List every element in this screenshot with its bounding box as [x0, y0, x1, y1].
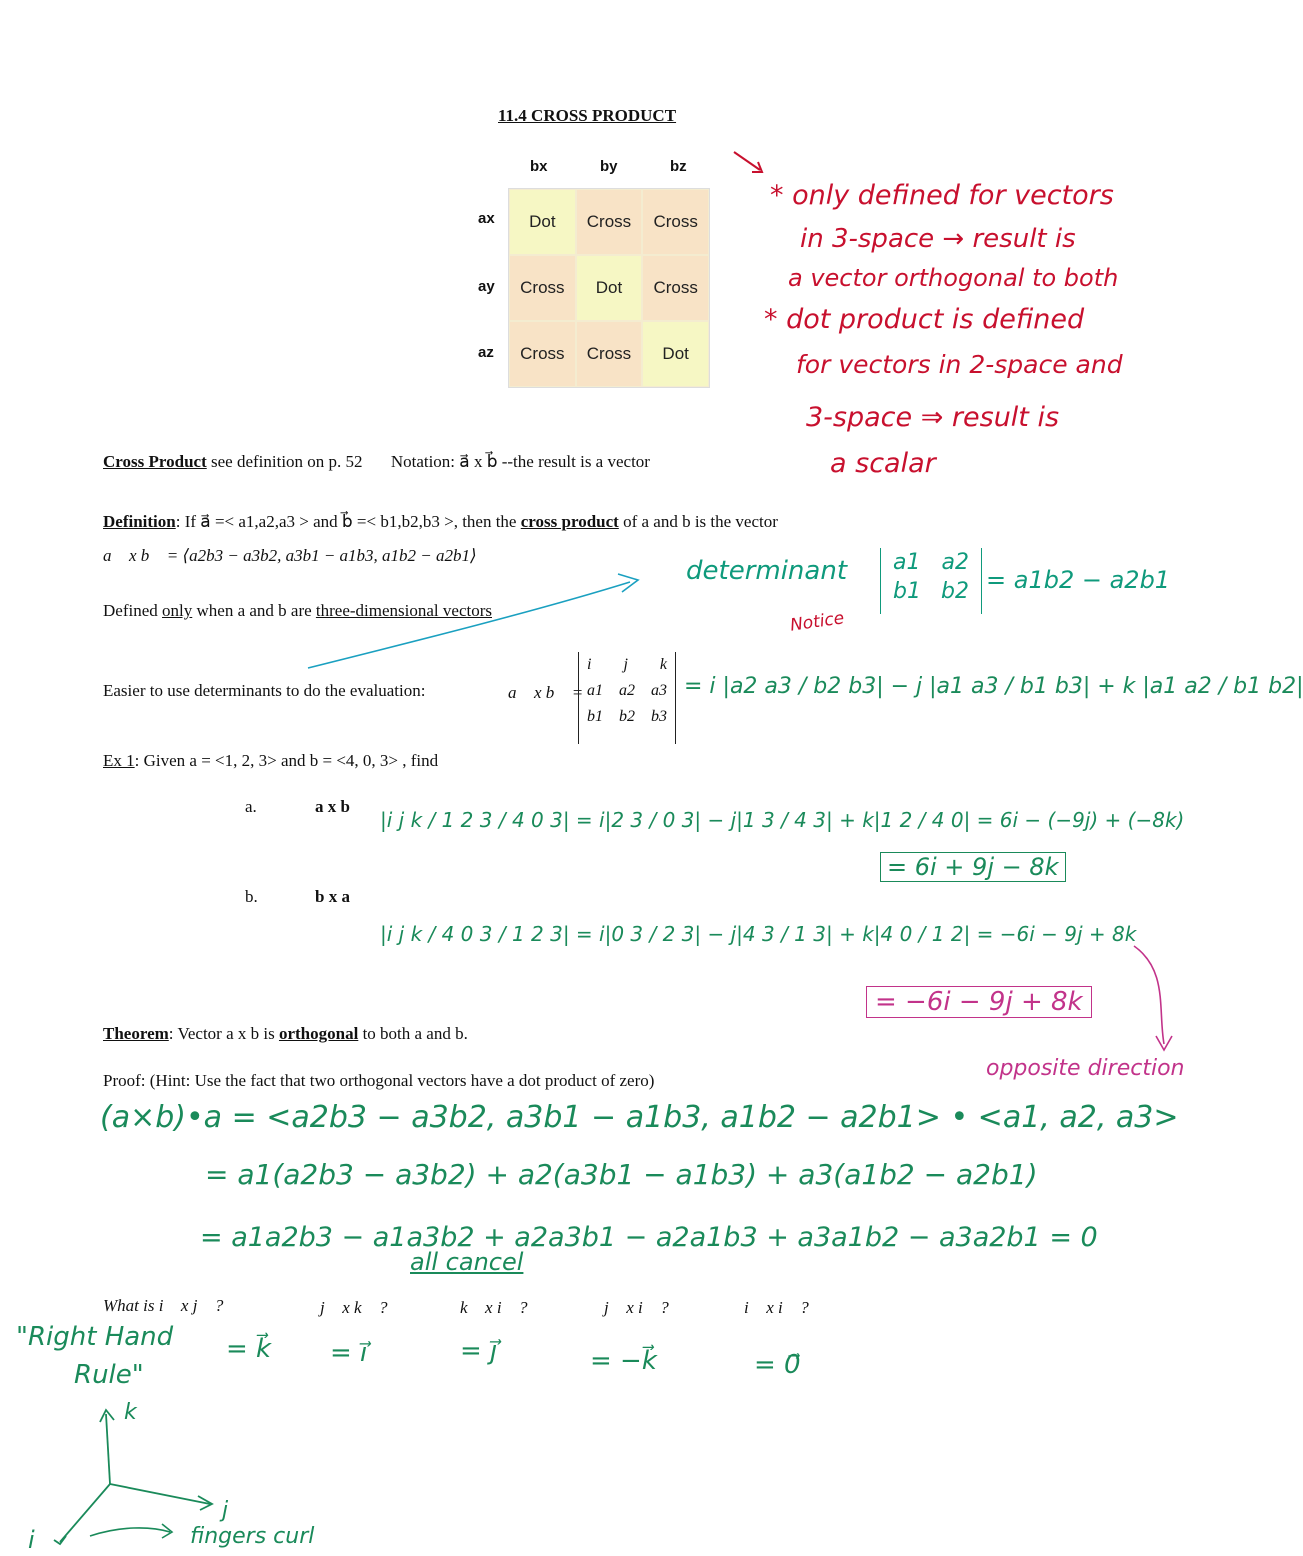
row-header-az: az [478, 344, 494, 361]
i-axis-label: i [28, 1526, 35, 1554]
det3-b1: b1 [587, 708, 603, 725]
answer-i-x-i: = 0⃗ [754, 1350, 801, 1380]
col-header-by: by [600, 158, 618, 175]
definition-term: cross product [520, 512, 619, 531]
row-header-ay: ay [478, 278, 495, 295]
question-k-x-i: k⃗ x i⃗ ? [460, 1298, 528, 1317]
part-a-result: = 6i + 9j − 8k [880, 852, 1066, 882]
part-a-expr: a x b [315, 797, 350, 816]
det3-j: j [623, 656, 628, 673]
answer-j-x-k: = i⃗ [330, 1338, 368, 1368]
question-i-x-i: i⃗ x i⃗ ? [744, 1298, 809, 1317]
j-axis-line [110, 1484, 210, 1504]
pink-arrow-icon [1128, 940, 1178, 1060]
right-hand-line1: "Right Hand [16, 1322, 174, 1352]
red-arrow-icon [730, 148, 770, 178]
grid-cell: Cross [576, 189, 643, 255]
det3-a2: a2 [619, 682, 635, 699]
j-axis-label: j [222, 1498, 229, 1523]
det-m21: b1 [893, 579, 921, 604]
fingers-curl-label: fingers curl [190, 1524, 315, 1549]
col-header-bz: bz [670, 158, 687, 175]
det3-expansion: = i |a2 a3 / b2 b3| − j |a1 a3 / b1 b3| + k |a1 a2 / b1 b2| [684, 674, 1303, 699]
part-a-work: |i j k / 1 2 3 / 4 0 3| = i|2 3 / 0 3| − j|1 3 / 4 3| + k|1 2 / 4 0| = 6i − (−9j) + (−8k) [380, 808, 1185, 832]
definition-line [103, 512, 778, 532]
determinant-3x3 [578, 652, 676, 744]
theorem-line [103, 1024, 468, 1044]
question-i-x-j: What is i⃗ x j⃗ ? [103, 1296, 224, 1315]
answer-i-x-j: = k⃗ [226, 1334, 272, 1364]
proof-text: Proof: (Hint: Use the fact that two orthogonal vectors have a dot product of zero) [103, 1071, 655, 1090]
part-b-letter: b. [245, 887, 258, 906]
proof-line4: all cancel [410, 1248, 524, 1276]
red-note-line1: * only defined for vectors [770, 180, 1114, 211]
det3-b2: b2 [619, 708, 635, 725]
curl-arrow-icon [90, 1524, 172, 1538]
part-a-letter: a. [245, 797, 257, 816]
ex1-label: Ex 1 [103, 751, 135, 770]
determinant-formula: = a1b2 − a2b1 [986, 566, 1171, 594]
definition-tail: of a and b is the vector [623, 512, 778, 531]
grid-cell: Dot [642, 321, 709, 387]
theorem-term: orthogonal [278, 1024, 359, 1043]
det3-k: k [659, 656, 667, 673]
red-note-line4: * dot product is defined [764, 304, 1085, 335]
definition-formula: a⃗ x b⃗ = ⟨a2b3 − a3b2, a3b1 − a1b3, a1b2 − a2b1⟩ [103, 546, 477, 565]
defined-only-tail: three-dimensional vectors [315, 601, 492, 620]
grid-cell: Cross [576, 321, 643, 387]
defined-only-only: only [162, 601, 193, 620]
answer-j-x-i: = −k⃗ [590, 1346, 657, 1376]
part-b-expr: b x a [315, 887, 350, 906]
theorem-label: Theorem [103, 1024, 169, 1043]
col-header-bx: bx [530, 158, 548, 175]
det-m12: a2 [941, 550, 969, 575]
i-axis-arrow-icon [54, 1536, 66, 1544]
easier-text: Easier to use determinants to do the evaluation: [103, 681, 426, 700]
red-note-line6: 3-space ⇒ result is [806, 402, 1060, 433]
grid-cell: Dot [509, 189, 576, 255]
det-m22: b2 [941, 579, 969, 604]
det3-i: i [587, 656, 592, 673]
theorem-text: : Vector a x b is [168, 1024, 275, 1043]
defined-only-pre: Defined [103, 601, 158, 620]
k-axis-label: k [124, 1400, 137, 1425]
notice-label: Notice [788, 608, 846, 636]
defined-only-mid: when a and b are [196, 601, 312, 620]
defined-only-line [103, 601, 492, 621]
right-hand-line2: Rule" [74, 1360, 144, 1390]
definition-label: Definition [103, 512, 176, 531]
theorem-tail: to both a and b. [362, 1024, 468, 1043]
grid-cell: Cross [642, 255, 709, 321]
cross-product-label: Cross Product [103, 452, 207, 471]
determinant-2x2 [880, 548, 982, 614]
red-note-line2: in 3-space → result is [800, 224, 1076, 254]
cross-product-notation: Notation: a⃗ x b⃗ --the result is a vector [390, 452, 650, 471]
det3-b3: b3 [651, 708, 667, 725]
ex1-text: : Given a = <1, 2, 3> and b = <4, 0, 3> , find [134, 751, 439, 770]
question-j-x-k: j⃗ x k⃗ ? [320, 1298, 388, 1317]
proof-line3: = a1a2b3 − a1a3b2 + a2a3b1 − a2a1b3 + a3a1b2 − a3a2b1 = 0 [200, 1222, 1098, 1253]
red-note-line5: for vectors in 2-space and [796, 350, 1123, 379]
proof-line1: (a×b)•a = <a2b3 − a3b2, a3b1 − a1b3, a1b2 − a2b1> • <a1, a2, a3> [100, 1100, 1179, 1135]
i-axis-line [60, 1484, 110, 1542]
grid-cell: Cross [509, 321, 576, 387]
grid-cell: Cross [642, 189, 709, 255]
ex1-line [103, 751, 438, 771]
grid-cell: Cross [509, 255, 576, 321]
det3-a1: a1 [587, 682, 603, 699]
part-b-result: = −6i − 9j + 8k [866, 986, 1092, 1018]
answer-k-x-i: = j⃗ [460, 1336, 498, 1366]
grid-cell: Dot [576, 255, 643, 321]
det3-a3: a3 [651, 682, 667, 699]
det3-lhs: a⃗ x b⃗ = [508, 683, 584, 702]
red-note-line7: a scalar [830, 448, 936, 479]
part-b-work: |i j k / 4 0 3 / 1 2 3| = i|0 3 / 2 3| − j|4 3 / 1 3| + k|4 0 / 1 2| = −6i − 9j + 8k [380, 922, 1137, 946]
definition-text: : If a⃗ =< a1,a2,a3 > and b⃗ =< b1,b2,b3 >, then the [175, 512, 517, 531]
cross-product-line [103, 452, 650, 472]
det-m11: a1 [893, 550, 921, 575]
dot-cross-grid [508, 188, 710, 388]
k-axis-line [106, 1414, 110, 1484]
determinant-word: determinant [686, 556, 848, 586]
red-note-line3: a vector orthogonal to both [788, 264, 1119, 292]
page-title: 11.4 CROSS PRODUCT [498, 106, 677, 125]
question-j-x-i: j⃗ x i⃗ ? [604, 1298, 669, 1317]
row-header-ax: ax [478, 210, 495, 227]
cross-product-see: see definition on p. 52 [211, 452, 363, 471]
proof-line2: = a1(a2b3 − a3b2) + a2(a3b1 − a1b3) + a3(a1b2 − a2b1) [205, 1158, 1038, 1191]
opposite-direction-note: opposite direction [986, 1056, 1185, 1081]
